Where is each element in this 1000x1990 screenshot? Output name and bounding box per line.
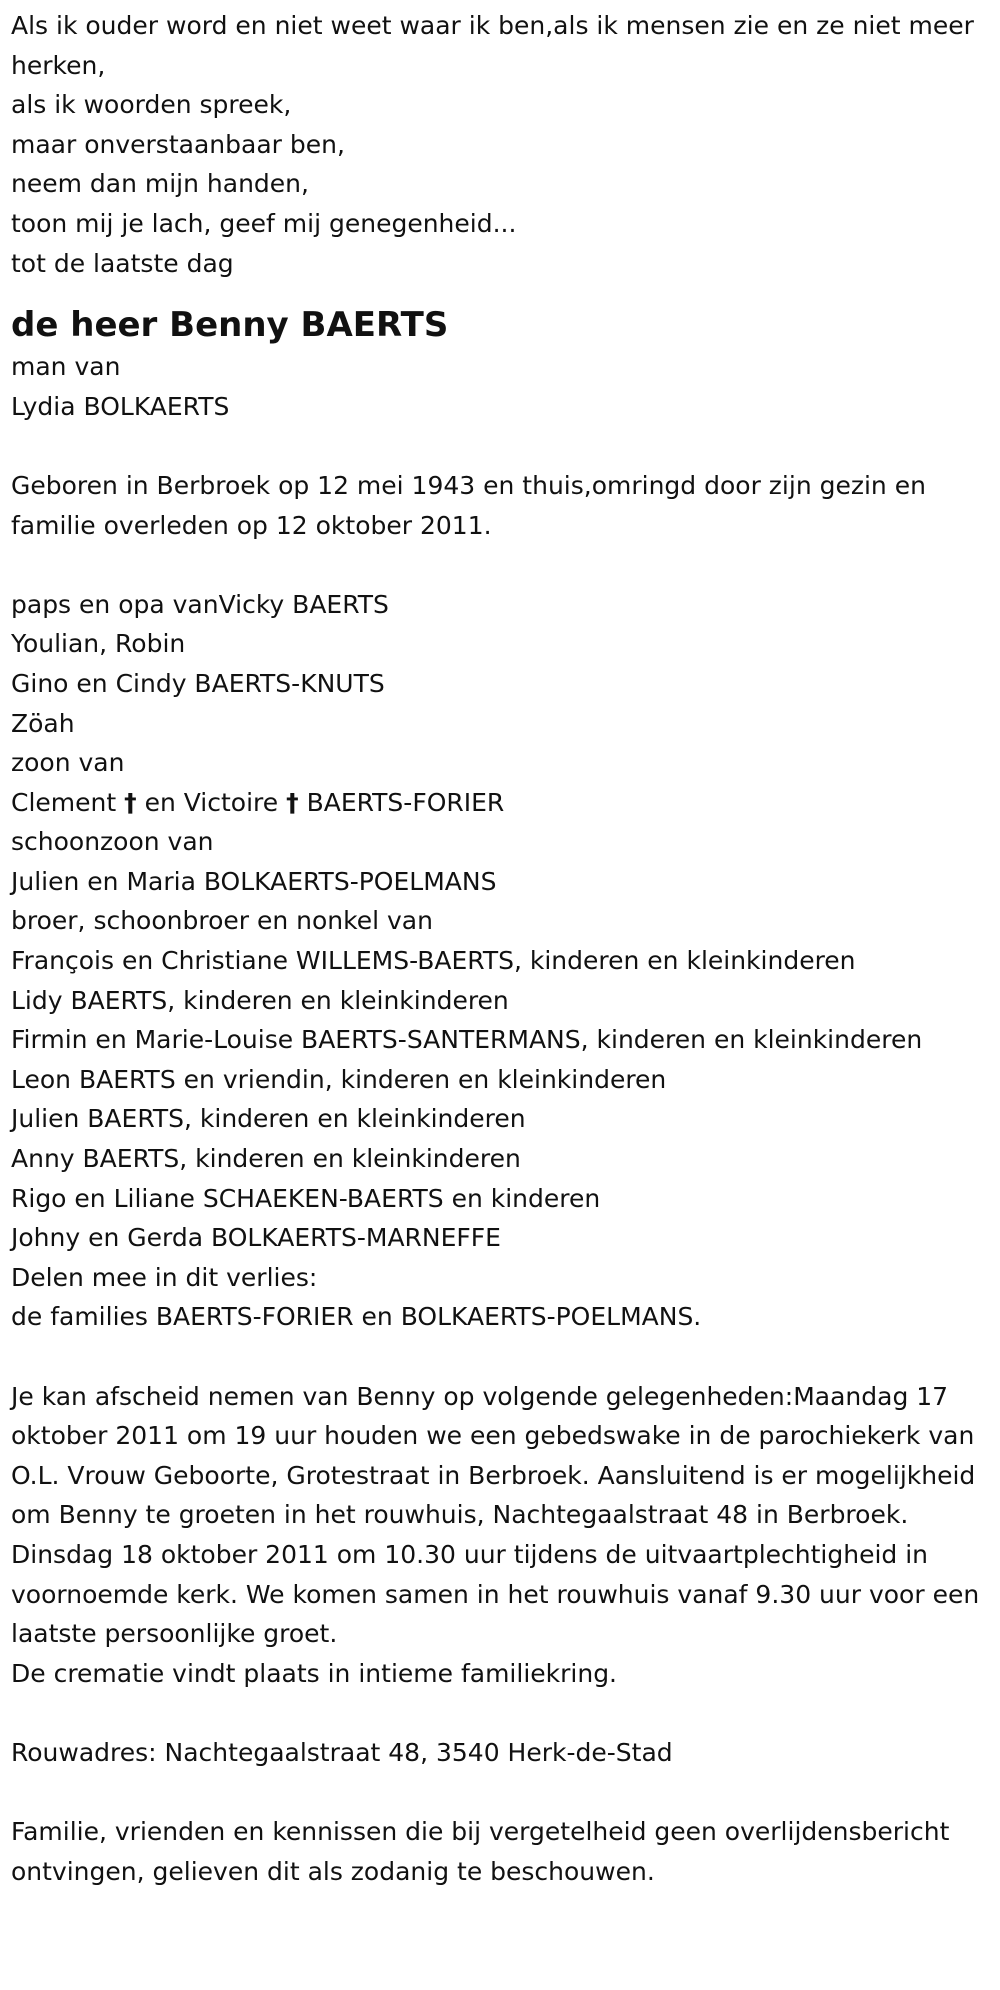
spouse-intro: man van [11, 352, 121, 382]
ceremony-text: De crematie vindt plaats in intieme familiekring. [11, 1658, 618, 1688]
family-line: François en Christiane WILLEMS-BAERTS, kinderen en kleinkinderen [11, 946, 856, 976]
parents-family-name: BAERTS-FORIER [306, 787, 505, 817]
parent-mother: en Victoire [144, 787, 279, 817]
family-line: paps en opa vanVicky BAERTS [11, 589, 389, 619]
poem [11, 6, 990, 283]
family-line: Anny BAERTS, kinderen en kleinkinderen [11, 1144, 521, 1174]
family-line: Youlian, Robin [11, 629, 186, 659]
family-line: zoon van [11, 748, 125, 778]
mourning-address: Rouwadres: Nachtegaalstraat 48, 3540 Herk-de-Stad [11, 1737, 673, 1767]
family-line: schoonzoon van [11, 827, 214, 857]
spouse-name: Lydia BOLKAERTS [11, 391, 230, 421]
ceremony-info [11, 1377, 990, 1694]
birth-death-text: Geboren in Berbroek op 12 mei 1943 en thuis,omringd door zijn gezin en familie overleden op 12 oktober 2011. [11, 470, 926, 540]
poem-line: tot de laatste dag [11, 248, 234, 278]
family-line: Leon BAERTS en vriendin, kinderen en kleinkinderen [11, 1064, 667, 1094]
deceased-name: de heer Benny BAERTS [11, 305, 449, 346]
family-list [11, 585, 990, 1337]
family-line: Julien en Maria BOLKAERTS-POELMANS [11, 866, 497, 896]
family-line: Firmin en Marie-Louise BAERTS-SANTERMANS, kinderen en kleinkinderen [11, 1025, 923, 1055]
poem-line: Als ik ouder word en niet weet waar ik ben,als ik mensen zie en ze niet meer herken, [11, 11, 974, 80]
cross-icon: † [286, 787, 299, 817]
family-line: Julien BAERTS, kinderen en kleinkinderen [11, 1104, 526, 1134]
family-line: Zöah [11, 708, 75, 738]
poem-line: toon mij je lach, geef mij genegenheid... [11, 208, 517, 238]
closing-note: Familie, vrienden en kennissen die bij vergetelheid geen overlijdensbericht ontvingen, gelieven dit als zodanig te beschouwen. [11, 1817, 950, 1886]
family-line: Delen mee in dit verlies: [11, 1262, 318, 1292]
family-line: broer, schoonbroer en nonkel van [11, 906, 433, 936]
family-line: Rigo en Liliane SCHAEKEN-BAERTS en kinderen [11, 1183, 601, 1213]
poem-line: als ik woorden spreek, [11, 90, 292, 120]
ceremony-text: Dinsdag 18 oktober 2011 om 10.30 uur tijdens de uitvaartplechtigheid in voornoemde kerk. We komen samen in het rouwhuis vanaf 9.30 uur voor een laatste persoonlijke groet. [11, 1539, 980, 1649]
family-line: Johny en Gerda BOLKAERTS-MARNEFFE [11, 1223, 501, 1253]
poem-line: neem dan mijn handen, [11, 169, 309, 199]
family-line: Lidy BAERTS, kinderen en kleinkinderen [11, 985, 509, 1015]
parent-father: Clement [11, 787, 117, 817]
cross-icon: † [124, 787, 137, 817]
poem-line: maar onverstaanbaar ben, [11, 129, 345, 159]
family-line: de families BAERTS-FORIER en BOLKAERTS-POELMANS. [11, 1302, 702, 1332]
parents-line [11, 783, 990, 823]
family-line: Gino en Cindy BAERTS-KNUTS [11, 668, 385, 698]
ceremony-text: Je kan afscheid nemen van Benny op volgende gelegenheden:Maandag 17 oktober 2011 om 19 uur houden we een gebedswake in de parochiekerk van O.L. Vrouw Geboorte, Grotestraat in Berbroek. Aansluitend is er mogelijkheid om Benny te groeten in het rouwhuis, Nachtegaalstraat 48 in Berbroek. [11, 1381, 976, 1530]
